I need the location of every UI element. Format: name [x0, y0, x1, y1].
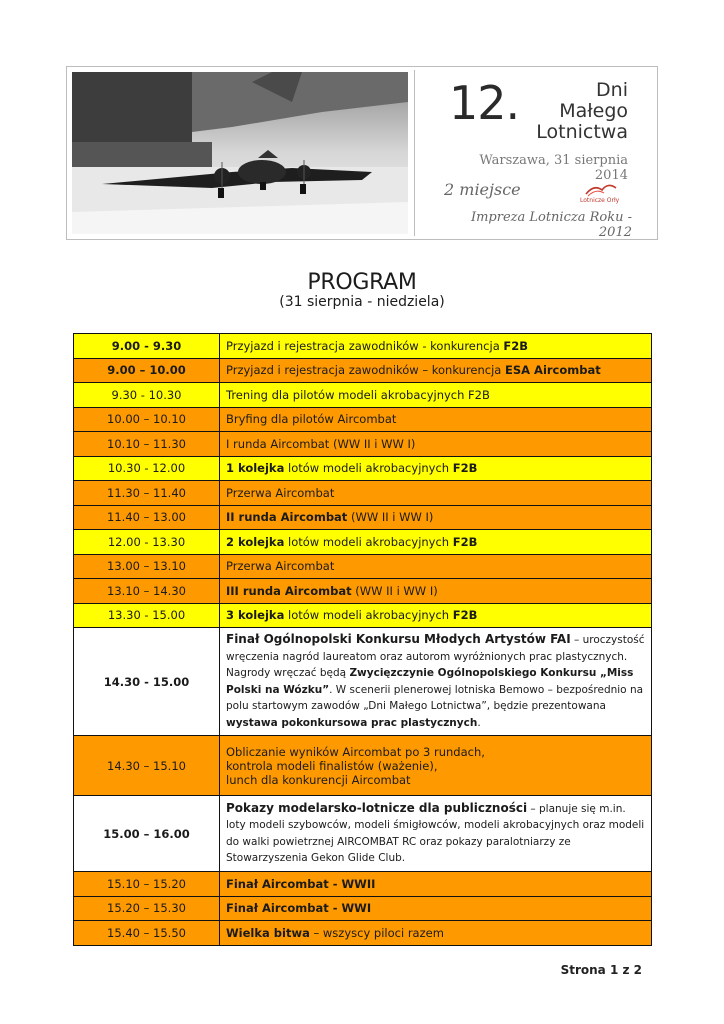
- schedule-time: 10.10 – 11.30: [74, 432, 220, 457]
- description-text: Bryfing dla pilotów Aircombat: [226, 412, 397, 427]
- schedule-time: 15.20 – 15.30: [74, 896, 220, 921]
- program-title: PROGRAM: [307, 270, 417, 295]
- description-text: wystawa pokonkursowa prac plastycznych: [226, 716, 478, 729]
- schedule-description: [220, 603, 652, 628]
- schedule-time: 15.40 – 15.50: [74, 921, 220, 946]
- schedule-time: 14.30 - 15.00: [74, 628, 220, 736]
- description-text: Trening dla pilotów modeli akrobacyjnych F2B: [226, 387, 490, 402]
- description-text: lotów modeli akrobacyjnych: [284, 534, 453, 549]
- schedule-time: 9.30 - 10.30: [74, 383, 220, 408]
- schedule-description: [220, 432, 652, 457]
- location-date: Warszawa, 31 sierpnia 2014: [479, 153, 628, 183]
- schedule-time: 9.00 – 10.00: [74, 358, 220, 383]
- schedule-description: [220, 896, 652, 921]
- description-text: . W scenerii plenerowej lotniska Bemowo – bezpośrednio na polu startowym zawodów „Dni Małego Lotnictwa”, będzie prezentowana: [226, 683, 644, 712]
- schedule-description: [220, 872, 652, 897]
- schedule-row: [74, 432, 652, 457]
- description-text: .: [477, 716, 481, 729]
- schedule-time: 10.00 – 10.10: [74, 407, 220, 432]
- description-text: ESA Aircombat: [505, 363, 601, 378]
- description-text: II runda Aircombat: [226, 510, 348, 525]
- description-text: 3 kolejka: [226, 608, 285, 623]
- description-text: F2B: [452, 461, 478, 476]
- description-text: I runda Aircombat (WW II i WW I): [226, 436, 416, 451]
- page-number: Strona 1 z 2: [560, 963, 642, 977]
- description-text: F2B: [503, 338, 529, 353]
- schedule-row: [74, 383, 652, 408]
- description-text: Zwycięzczynie Ogólnopolskiego Konkursu „Miss Polski na Wózku”: [226, 667, 634, 696]
- program-subtitle: (31 sierpnia - niedziela): [279, 294, 445, 310]
- event-title: [508, 80, 628, 143]
- schedule-time: 12.00 - 13.30: [74, 530, 220, 555]
- description-text: – wszyscy piloci razem: [309, 925, 444, 940]
- description-text: F2B: [452, 534, 478, 549]
- event-title-line: Lotnictwa: [536, 121, 628, 143]
- schedule-time: 11.40 – 13.00: [74, 505, 220, 530]
- schedule-row: [74, 796, 652, 872]
- description-text: (WW II i WW I): [351, 583, 438, 598]
- description-text: 2 kolejka: [226, 534, 285, 549]
- schedule-description: [220, 358, 652, 383]
- description-text: Przerwa Aircombat: [226, 559, 335, 574]
- airplane-photo: [72, 72, 408, 234]
- schedule-description: [220, 579, 652, 604]
- description-text: – uroczystość wręczenia nagród laureatom oraz autorom wyróżnionych prac plastycznych. Nagrody wręczać będą: [226, 634, 645, 679]
- description-text: F2B: [452, 608, 478, 623]
- description-text: lotów modeli akrobacyjnych: [284, 608, 453, 623]
- schedule-row: [74, 896, 652, 921]
- schedule-time: 15.00 – 16.00: [74, 796, 220, 872]
- description-text: III runda Aircombat: [226, 583, 352, 598]
- schedule-row: [74, 407, 652, 432]
- schedule-row: [74, 358, 652, 383]
- schedule-row: [74, 334, 652, 359]
- schedule-description: [220, 796, 652, 872]
- schedule-description: [220, 456, 652, 481]
- schedule-time: 14.30 – 15.10: [74, 736, 220, 796]
- schedule-row: [74, 736, 652, 796]
- schedule-description: [220, 554, 652, 579]
- schedule-time: 13.00 – 13.10: [74, 554, 220, 579]
- description-text: Finał Aircombat - WWI: [226, 901, 372, 916]
- event-title-line: Małego: [559, 100, 628, 122]
- schedule-row: [74, 921, 652, 946]
- description-text: (WW II i WW I): [347, 510, 434, 525]
- schedule-time: 13.30 - 15.00: [74, 603, 220, 628]
- description-text: Przyjazd i rejestracja zawodników - konkurencja: [226, 338, 504, 353]
- header-divider: [414, 70, 415, 236]
- schedule-description: [220, 383, 652, 408]
- schedule-description: [220, 628, 652, 736]
- schedule-row: [74, 872, 652, 897]
- description-text: 1 kolejka: [226, 461, 285, 476]
- description-text: Wielka bitwa: [226, 925, 310, 940]
- schedule-row: [74, 554, 652, 579]
- schedule-time: 9.00 - 9.30: [74, 334, 220, 359]
- schedule-row: [74, 505, 652, 530]
- schedule-time: 10.30 - 12.00: [74, 456, 220, 481]
- schedule-description: [220, 407, 652, 432]
- schedule-row: [74, 603, 652, 628]
- schedule-time: 15.10 – 15.20: [74, 872, 220, 897]
- program-table: [73, 333, 652, 946]
- schedule-time: 11.30 – 11.40: [74, 481, 220, 506]
- description-text: Obliczanie wyników Aircombat po 3 rundach, kontrola modeli finalistów (ważenie), lunch dla konkurencji Aircombat: [226, 744, 485, 787]
- schedule-row: [74, 481, 652, 506]
- schedule-description: [220, 921, 652, 946]
- award-place: 2 miejsce: [444, 180, 521, 199]
- schedule-description: [220, 505, 652, 530]
- description-text: Pokazy modelarsko-lotnicze dla publiczności: [226, 800, 528, 815]
- description-text: – planuje się m.in. loty modeli szybowców, modeli śmigłowców, modeli akrobacyjnych oraz modeli do walki powietrznej AIRCOMBAT RC oraz pokazy paralotniarzy ze Stowarzyszenia Gekon Glide Club.: [226, 802, 645, 864]
- schedule-description: [220, 481, 652, 506]
- schedule-row: [74, 456, 652, 481]
- award-title: Impreza Lotnicza Roku - 2012: [470, 210, 632, 240]
- description-text: lotów modeli akrobacyjnych: [284, 461, 453, 476]
- edition-number: 12.: [449, 76, 520, 130]
- schedule-row: [74, 628, 652, 736]
- schedule-description: [220, 736, 652, 796]
- schedule-description: [220, 530, 652, 555]
- event-title-line: Dni: [596, 79, 628, 101]
- logo-text: Lotnicze Orły: [580, 197, 620, 204]
- schedule-row: [74, 530, 652, 555]
- schedule-description: [220, 334, 652, 359]
- description-text: Finał Ogólnopolski Konkursu Młodych Artystów FAI: [226, 632, 571, 646]
- schedule-time: 13.10 – 14.30: [74, 579, 220, 604]
- description-text: Przyjazd i rejestracja zawodników – konkurencja: [226, 363, 505, 378]
- description-text: Finał Aircombat - WWII: [226, 876, 376, 891]
- schedule-row: [74, 579, 652, 604]
- description-text: Przerwa Aircombat: [226, 485, 335, 500]
